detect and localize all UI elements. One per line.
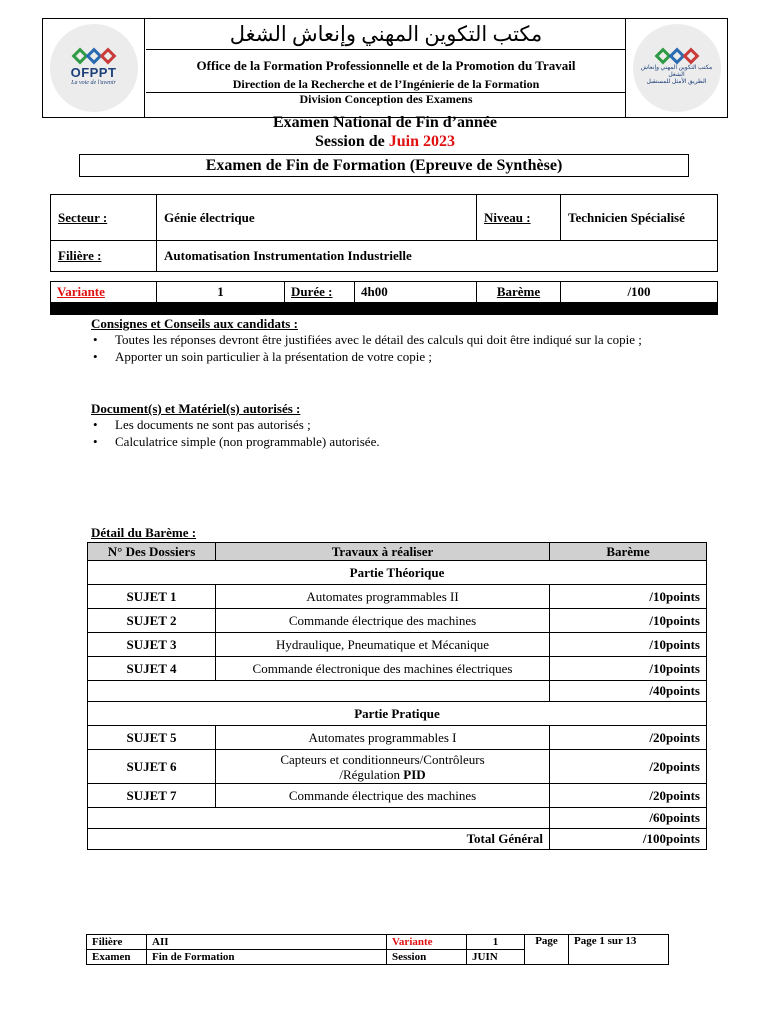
subtotal-row: [88, 808, 707, 829]
work-cell: [216, 750, 550, 784]
subject-cell: SUJET 5: [88, 726, 216, 750]
direction-row: [146, 77, 626, 107]
work-cell: Commande électronique des machines électriques: [216, 657, 550, 681]
table-row: [88, 609, 707, 633]
consignes-list: [91, 332, 677, 366]
work-cell: Hydraulique, Pneumatique et Mécanique: [216, 633, 550, 657]
table-row: [88, 633, 707, 657]
variante-label: Variante: [57, 284, 105, 299]
secteur-label: Secteur :: [58, 209, 108, 225]
subject-cell: SUJET 1: [88, 585, 216, 609]
variante-value: 1: [157, 282, 285, 303]
documents-list: [91, 417, 677, 451]
work-line2: [222, 767, 543, 782]
arabic-title: مكتب التكوين المهني وإنعاش الشغل: [229, 22, 543, 46]
partie-theorique: Partie Théorique: [88, 561, 707, 585]
duree-value: 4h00: [355, 282, 477, 303]
session-value: Juin 2023: [388, 133, 456, 150]
ofppt-logo: [50, 24, 138, 112]
subject-cell: SUJET 4: [88, 657, 216, 681]
filiere-label: Filière :: [58, 248, 102, 263]
work-cell: Commande électrique des machines: [216, 784, 550, 808]
footer-table: [86, 934, 669, 965]
footer-session-value: JUIN: [467, 950, 525, 965]
points-cell: /10points: [550, 657, 707, 681]
table-row: [88, 750, 707, 784]
col-header-dossiers: N° Des Dossiers: [88, 543, 216, 561]
documents-heading: Document(s) et Matériel(s) autorisés :: [91, 401, 301, 416]
header-center: [146, 19, 626, 117]
total-value: /100points: [550, 829, 707, 850]
ofppt-arabic-logo: [633, 24, 721, 112]
list-item: • Calculatrice simple (non programmable) autorisée.: [91, 434, 677, 450]
work-cell: Automates programmables II: [216, 585, 550, 609]
bareme-heading: Détail du Barème :: [91, 525, 197, 540]
total-row: [88, 829, 707, 850]
total-label: Total Général: [88, 829, 550, 850]
work-cell: Automates programmables I: [216, 726, 550, 750]
header-block: [42, 18, 728, 118]
footer-filiere-value: AII: [147, 935, 387, 950]
empty-cell: [88, 681, 550, 702]
footer-page-label: Page: [525, 935, 569, 965]
logo-arabic-tagline: الطريق الأمثل للمستقبل: [646, 79, 707, 85]
divider-bar: [50, 302, 718, 315]
col-header-bareme: Barème: [550, 543, 707, 561]
subtotal-row: [88, 681, 707, 702]
niveau-value: Technicien Spécialisé: [561, 195, 718, 241]
bareme-label: Barème: [496, 284, 541, 299]
table-row: [88, 585, 707, 609]
footer-session-label: Session: [387, 950, 467, 965]
work-line2-bold: PID: [403, 766, 426, 782]
theorique-total: /40points: [550, 681, 707, 702]
footer-page-value: Page 1 sur 13: [569, 935, 669, 965]
efm-title: Examen de Fin de Formation (Epreuve de Synthèse): [79, 154, 689, 177]
logo-tagline: La voie de l'avenir: [71, 80, 116, 86]
bareme-table: [87, 542, 707, 850]
work-cell: Commande électrique des machines: [216, 609, 550, 633]
pratique-total: /60points: [550, 808, 707, 829]
logo-diamonds-icon: [74, 50, 114, 62]
footer-variante-value: 1: [467, 935, 525, 950]
duree-label: Durée :: [291, 284, 333, 299]
niveau-label: Niveau :: [484, 209, 531, 225]
work-line2-prefix: /Régulation: [339, 766, 404, 782]
session-prefix: Session de: [314, 133, 389, 150]
points-cell: /10points: [550, 609, 707, 633]
empty-cell: [88, 808, 550, 829]
footer-examen-value: Fin de Formation: [147, 950, 387, 965]
exam-title: Examen National de Fin d’année: [272, 114, 497, 131]
subject-cell: SUJET 2: [88, 609, 216, 633]
col-header-travaux: Travaux à réaliser: [216, 543, 550, 561]
logo-left-cell: [43, 19, 145, 117]
points-cell: /20points: [550, 784, 707, 808]
secteur-value: Génie électrique: [157, 195, 477, 241]
logo-arabic-text: مكتب التكوين المهني وإنعاش الشغل: [640, 65, 713, 78]
bareme-value: /100: [561, 282, 718, 303]
footer-examen-label: Examen: [87, 950, 147, 965]
work-line1: Capteurs et conditionneurs/Contrôleurs: [280, 751, 485, 767]
table-row: [88, 784, 707, 808]
division-name: Division Conception des Examens: [299, 92, 473, 106]
points-cell: /10points: [550, 633, 707, 657]
list-item: • Apporter un soin particulier à la présentation de votre copie ;: [91, 349, 677, 365]
table-row: [88, 657, 707, 681]
session-line: [42, 133, 728, 151]
subject-cell: SUJET 6: [88, 750, 216, 784]
info-table: [50, 194, 718, 272]
points-cell: /20points: [550, 726, 707, 750]
office-name: Office de la Formation Professionnelle et de la Promotion du Travail: [196, 58, 576, 73]
footer-variante-label: Variante: [387, 935, 467, 950]
direction-name: Direction de la Recherche et de l’Ingénierie de la Formation: [232, 77, 540, 91]
points-cell: /20points: [550, 750, 707, 784]
variante-table: [50, 281, 718, 303]
filiere-value: Automatisation Instrumentation Industrielle: [157, 241, 718, 272]
partie-pratique: Partie Pratique: [88, 702, 707, 726]
table-row: [88, 726, 707, 750]
list-item: • Toutes les réponses devront être justifiées avec le détail des calculs qui doit être indiqué sur la copie ;: [91, 332, 677, 348]
logo-right-cell: [625, 19, 727, 117]
list-item: • Les documents ne sont pas autorisés ;: [91, 417, 677, 433]
footer-filiere-label: Filière: [87, 935, 147, 950]
subject-cell: SUJET 3: [88, 633, 216, 657]
consignes-heading: Consignes et Conseils aux candidats :: [91, 316, 298, 331]
points-cell: /10points: [550, 585, 707, 609]
logo-diamonds-icon: [657, 50, 697, 62]
logo-word: OFPPT: [70, 65, 117, 80]
subject-cell: SUJET 7: [88, 784, 216, 808]
